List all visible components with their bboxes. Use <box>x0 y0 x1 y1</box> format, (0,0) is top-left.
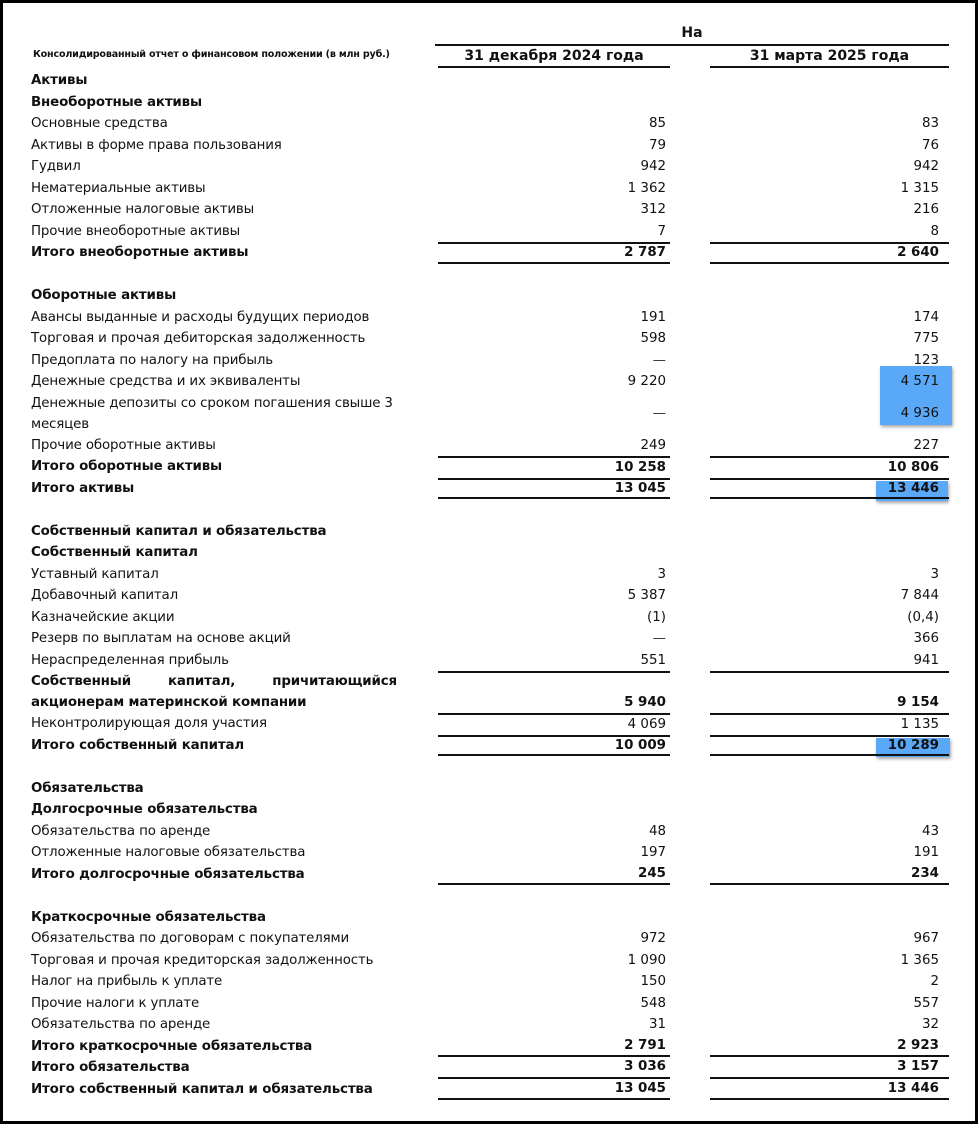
value-dec-2024: 31 <box>648 1017 666 1032</box>
value-dec-2024: 9 220 <box>627 374 666 389</box>
value-dec-2024: 197 <box>640 845 666 860</box>
section-heading <box>15 799 955 821</box>
table-row <box>15 135 955 157</box>
value-mar-2025: 32 <box>921 1017 939 1032</box>
total-row <box>15 478 955 500</box>
value-dec-2024: 7 <box>657 223 666 239</box>
row-label: Итого оборотные активы <box>31 459 222 474</box>
section-heading <box>15 92 955 114</box>
column-header-dec-2024: 31 декабря 2024 года <box>438 46 670 68</box>
row-label: Внеоборотные активы <box>31 94 202 110</box>
label-word: Собственный <box>31 674 131 689</box>
table-row <box>15 564 955 586</box>
statement-title: Консолидированный отчет о финансовом положении (в млн руб.) <box>33 49 390 60</box>
value-dec-2024: 5 387 <box>627 588 666 603</box>
total-row <box>15 1036 955 1058</box>
value-dec-2024: (1) <box>647 609 666 625</box>
value-dec-2024: 13 045 <box>438 478 670 500</box>
value-mar-2025-highlighted: 4 936 <box>900 405 939 421</box>
value-mar-2025: 3 157 <box>710 1057 949 1079</box>
value-dec-2024: 3 <box>657 566 666 582</box>
row-label: Итого долгосрочные обязательства <box>31 866 305 882</box>
row-label: Торговая и прочая дебиторская задолженность <box>31 331 366 346</box>
row-label: Прочие оборотные активы <box>31 437 216 453</box>
row-label: Собственный капитал и обязательства <box>31 523 327 539</box>
table-row <box>15 113 955 135</box>
row-label: Денежные депозиты со сроком погашения свыше 3 месяцев <box>31 395 393 432</box>
row-label-line-1 <box>31 671 397 692</box>
row-label: Итого обязательства <box>31 1060 190 1075</box>
value-dec-2024: — <box>652 405 666 421</box>
value-dec-2024: 245 <box>438 864 670 886</box>
row-label: Казначейские акции <box>31 609 175 625</box>
value-mar-2025: 775 <box>913 331 939 346</box>
value-mar-2025-highlighted: 13 446 <box>710 478 949 500</box>
row-label-line-2: акционерам материнской компании <box>31 695 307 710</box>
row-label: Предоплата по налогу на прибыль <box>31 352 273 368</box>
statement-rows <box>15 70 955 1100</box>
value-mar-2025: 216 <box>913 202 939 217</box>
total-row <box>15 671 955 713</box>
value-mar-2025: 227 <box>913 437 939 453</box>
value-dec-2024: 191 <box>640 309 666 325</box>
value-mar-2025: (0,4) <box>907 609 939 625</box>
row-label: Активы в форме права пользования <box>31 137 282 153</box>
value-dec-2024: 1 090 <box>627 952 666 968</box>
total-row <box>15 1079 955 1101</box>
row-label <box>31 671 411 713</box>
row-label: Добавочный капитал <box>31 588 179 603</box>
value-dec-2024: 10 258 <box>438 456 670 478</box>
table-row <box>15 628 955 650</box>
value-mar-2025: 123 <box>913 352 939 368</box>
row-label: Долгосрочные обязательства <box>31 802 258 817</box>
value-dec-2024: 3 036 <box>438 1057 670 1079</box>
label-word: капитал, <box>167 674 236 689</box>
section-heading <box>15 907 955 929</box>
value-mar-2025: 43 <box>921 823 939 839</box>
value-mar-2025: 1 365 <box>900 952 939 968</box>
section-heading <box>15 70 955 92</box>
section-heading <box>15 521 955 543</box>
total-row <box>15 735 955 757</box>
row-label: Обязательства по договорам с покупателями <box>31 931 350 946</box>
value-dec-2024: 13 045 <box>438 1079 670 1101</box>
row-label: Итого собственный капитал <box>31 737 245 753</box>
table-row <box>15 199 955 221</box>
value-dec-2024: 48 <box>648 823 666 839</box>
table-row <box>15 156 955 178</box>
row-label: Торговая и прочая кредиторская задолженность <box>31 952 374 968</box>
row-label: Нераспределенная прибыль <box>31 652 229 668</box>
value-mar-2025: 13 446 <box>710 1079 949 1101</box>
value-dec-2024: 5 940 <box>438 671 670 713</box>
table-row <box>15 178 955 200</box>
value-dec-2024: — <box>652 631 666 646</box>
row-label: Резерв по выплатам на основе акций <box>31 631 291 646</box>
row-label: Нематериальные активы <box>31 180 206 196</box>
row-label: Обязательства по аренде <box>31 1017 211 1032</box>
value-mar-2025: 942 <box>913 159 939 174</box>
section-heading <box>15 285 955 307</box>
table-row <box>15 393 955 435</box>
value-mar-2025: 8 <box>930 223 939 239</box>
row-label: Авансы выданные и расходы будущих периодов <box>31 309 370 325</box>
row-label: Отложенные налоговые обязательства <box>31 845 306 860</box>
table-row <box>15 307 955 329</box>
value-mar-2025: 941 <box>913 652 939 668</box>
table-row <box>15 585 955 607</box>
value-dec-2024: — <box>652 352 666 368</box>
total-row <box>15 864 955 886</box>
value-dec-2024: 548 <box>640 995 666 1011</box>
value-mar-2025: 10 806 <box>710 456 949 478</box>
value-mar-2025: 2 640 <box>710 242 949 264</box>
table-row <box>15 928 955 950</box>
value-dec-2024: 4 069 <box>438 713 670 735</box>
value-dec-2024: 249 <box>640 437 666 453</box>
value-dec-2024: 598 <box>640 331 666 346</box>
table-row <box>15 435 955 457</box>
value-mar-2025: 234 <box>710 864 949 886</box>
spacer <box>15 756 955 778</box>
table-row <box>15 842 955 864</box>
row-label: Обязательства <box>31 780 144 796</box>
row-label: Основные средства <box>31 116 168 131</box>
value-mar-2025: 557 <box>913 995 939 1011</box>
value-mar-2025: 83 <box>921 116 939 131</box>
value-mar-2025: 1 135 <box>710 713 949 735</box>
row-label: Оборотные активы <box>31 288 177 303</box>
value-mar-2025: 366 <box>913 631 939 646</box>
spacer <box>15 885 955 907</box>
spacer <box>15 499 955 521</box>
table-row <box>15 371 955 393</box>
row-label: Краткосрочные обязательства <box>31 909 266 925</box>
table-row <box>15 650 955 672</box>
value-mar-2025: 76 <box>921 137 939 153</box>
total-row <box>15 456 955 478</box>
value-dec-2024: 150 <box>640 974 666 989</box>
row-label: Прочие внеоборотные активы <box>31 223 241 239</box>
section-heading <box>15 778 955 800</box>
value-mar-2025: 1 315 <box>900 180 939 196</box>
total-row <box>15 1057 955 1079</box>
value-mar-2025: 2 923 <box>710 1036 949 1058</box>
table-row <box>15 350 955 372</box>
value-mar-2025: 7 844 <box>900 588 939 603</box>
table-row <box>15 607 955 629</box>
value-mar-2025: 3 <box>930 566 939 582</box>
column-header-mar-2025: 31 марта 2025 года <box>710 46 949 68</box>
row-label: Собственный капитал <box>31 545 198 560</box>
value-dec-2024: 551 <box>640 652 666 668</box>
table-row <box>15 328 955 350</box>
row-label: Итого активы <box>31 480 135 496</box>
value-mar-2025: 174 <box>913 309 939 325</box>
value-dec-2024: 2 787 <box>438 242 670 264</box>
table-row <box>15 1014 955 1036</box>
row-label: Итого краткосрочные обязательства <box>31 1038 313 1054</box>
value-dec-2024: 942 <box>640 159 666 174</box>
label-word: причитающийся <box>272 674 397 689</box>
table-row <box>15 971 955 993</box>
table-row <box>15 950 955 972</box>
value-dec-2024: 85 <box>648 116 666 131</box>
value-mar-2025: 191 <box>913 845 939 860</box>
value-mar-2025: 967 <box>913 931 939 946</box>
value-dec-2024: 10 009 <box>438 735 670 757</box>
as-of-header: На <box>435 23 949 46</box>
value-dec-2024: 312 <box>640 202 666 217</box>
table-row <box>15 993 955 1015</box>
value-dec-2024: 972 <box>640 931 666 946</box>
table-row <box>15 713 955 735</box>
value-dec-2024: 79 <box>648 137 666 153</box>
value-dec-2024: 2 791 <box>438 1036 670 1058</box>
value-mar-2025: 9 154 <box>710 671 949 713</box>
row-label: Прочие налоги к уплате <box>31 995 200 1011</box>
value-dec-2024: 1 362 <box>627 180 666 196</box>
value-mar-2025: 2 <box>930 974 939 989</box>
row-label: Налог на прибыль к уплате <box>31 974 223 989</box>
total-row <box>15 242 955 264</box>
row-label: Отложенные налоговые активы <box>31 202 255 217</box>
row-label: Гудвил <box>31 159 81 174</box>
row-label: Неконтролирующая доля участия <box>31 716 267 731</box>
row-label: Итого собственный капитал и обязательства <box>31 1081 373 1097</box>
spacer <box>15 264 955 286</box>
row-label: Активы <box>31 73 88 88</box>
section-heading <box>15 542 955 564</box>
table-row <box>15 221 955 243</box>
value-mar-2025-highlighted: 10 289 <box>710 735 949 757</box>
table-row <box>15 821 955 843</box>
value-mar-2025-highlighted: 4 571 <box>900 374 939 389</box>
row-label: Итого внеоборотные активы <box>31 245 249 260</box>
row-label: Денежные средства и их эквиваленты <box>31 374 301 389</box>
row-label: Обязательства по аренде <box>31 823 211 839</box>
row-label: Уставный капитал <box>31 566 159 582</box>
